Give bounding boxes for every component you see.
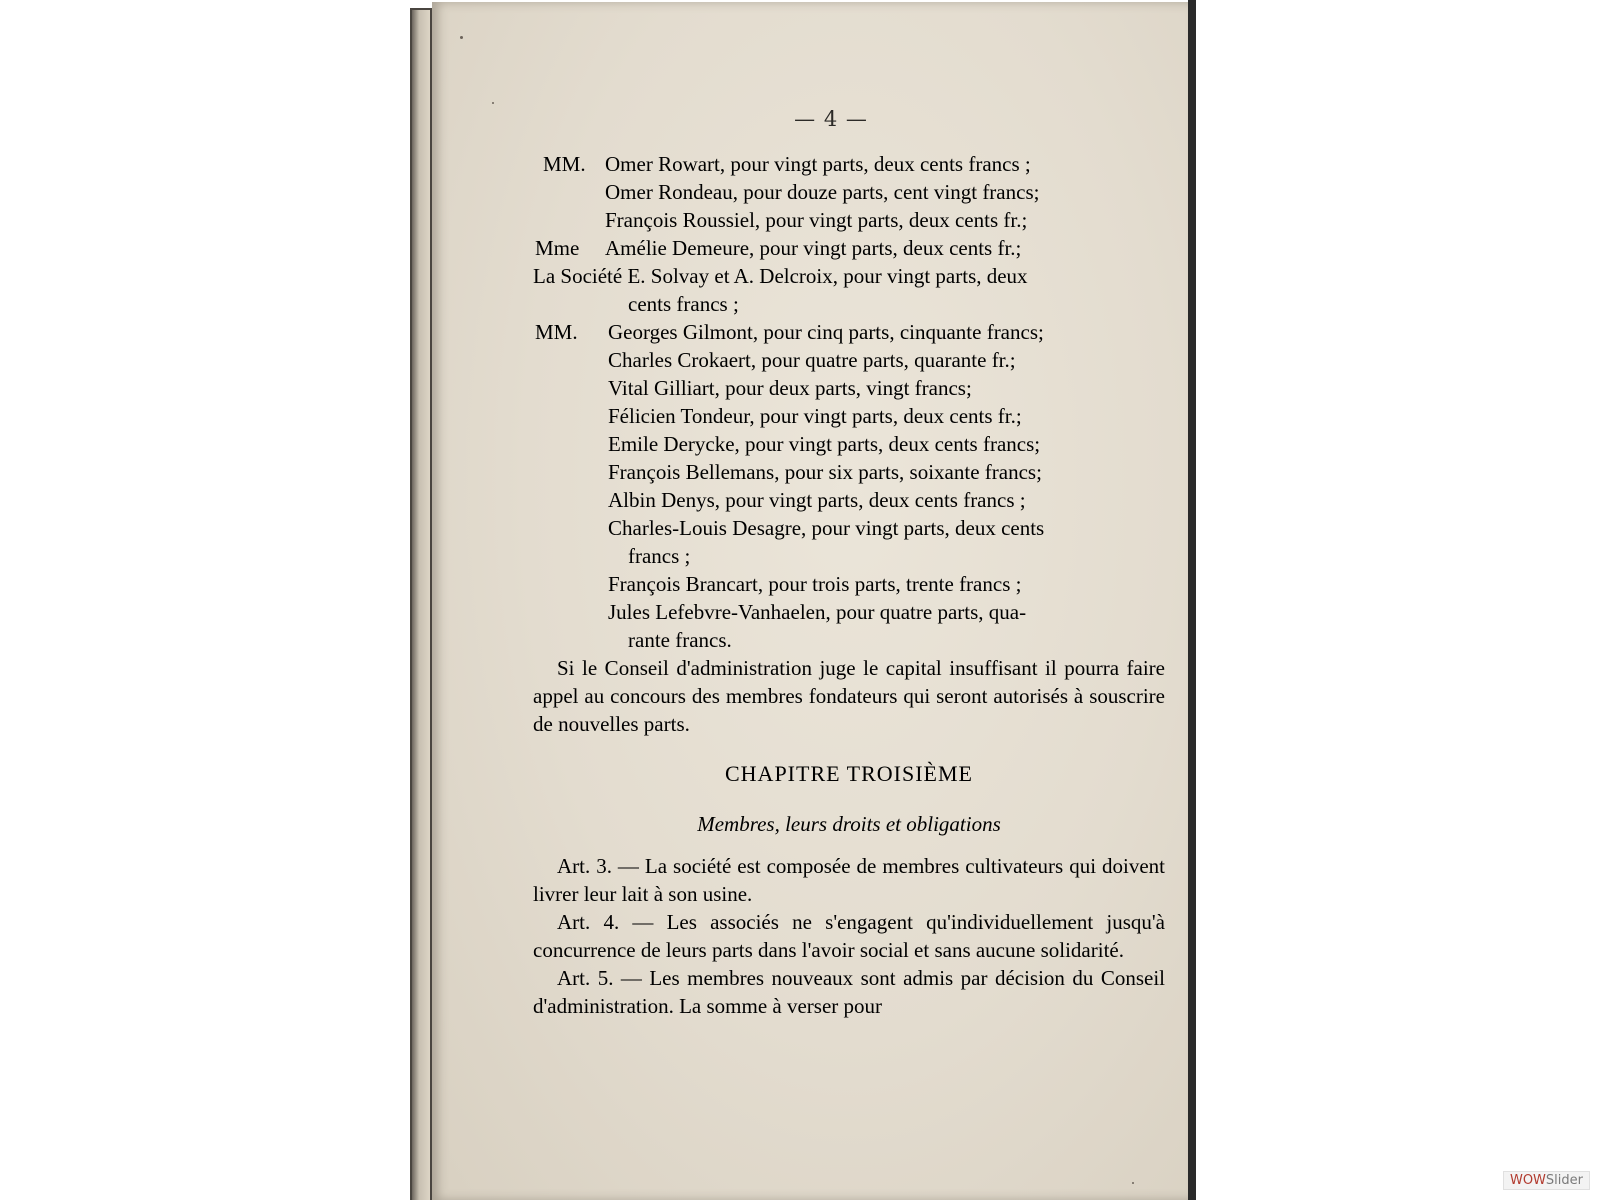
subscriber-line: Félicien Tondeur, pour vingt parts, deux cents fr.; bbox=[608, 404, 1022, 428]
subscriber-line: Charles-Louis Desagre, pour vingt parts, deux cents bbox=[608, 516, 1045, 540]
title-prefix: MM. bbox=[543, 152, 586, 176]
subscriber-line: MM. Omer Rowart, pour vingt parts, deux cents francs ; bbox=[543, 152, 1031, 176]
subscriber-line-cont: rante francs. bbox=[628, 628, 732, 652]
subscriber-line: Albin Denys, pour vingt parts, deux cents francs ; bbox=[608, 488, 1026, 512]
chapter-title: CHAPITRE TROISIÈME bbox=[725, 761, 973, 786]
article-3: Art. 3. — La société est composée de membres cultivateurs qui doivent livrer leur lait à son usine. bbox=[533, 854, 1165, 906]
subscriber-line: Mme Amélie Demeure, pour vingt parts, deux cents fr.; bbox=[535, 236, 1022, 260]
company-line-cont: cents francs ; bbox=[628, 292, 739, 316]
paper-speck bbox=[460, 36, 463, 39]
page-text bbox=[533, 150, 1165, 1020]
subscriber-line: Charles Crokaert, pour quatre parts, quarante fr.; bbox=[608, 348, 1016, 372]
subscriber-line: Omer Rondeau, pour douze parts, cent vingt francs; bbox=[605, 180, 1040, 204]
subscriber-line: Emile Derycke, pour vingt parts, deux cents francs; bbox=[608, 432, 1041, 456]
subscriber-line-cont: francs ; bbox=[628, 544, 691, 568]
capital-paragraph: Si le Conseil d'administration juge le capital insuffisant il pourra faire appel au concours des membres fondateurs qui seront autorisés à souscrire de nouvelles parts. bbox=[533, 656, 1165, 736]
title-prefix: MM. bbox=[535, 320, 578, 344]
watermark-logo: WOWSlider bbox=[1503, 1171, 1590, 1190]
paper-speck bbox=[1132, 1182, 1134, 1184]
subscriber-line: Vital Gilliart, pour deux parts, vingt francs; bbox=[608, 376, 972, 400]
subscriber-line: François Bellemans, pour six parts, soixante francs; bbox=[608, 460, 1042, 484]
page-edge bbox=[1188, 0, 1196, 1200]
subscriber-line: François Brancart, pour trois parts, trente francs ; bbox=[608, 572, 1022, 596]
page-number: — 4 — bbox=[794, 107, 868, 131]
chapter-subtitle: Membres, leurs droits et obligations bbox=[697, 812, 1001, 836]
article-5: Art. 5. — Les membres nouveaux sont admis par décision du Conseil d'administration. La somme à verser pour bbox=[533, 966, 1165, 1018]
page-spine bbox=[412, 10, 430, 1200]
paper-speck bbox=[492, 102, 494, 104]
article-4: Art. 4. — Les associés ne s'engagent qu'individuellement jusqu'à concurrence de leurs parts dans l'avoir social et sans aucune solidarité. bbox=[533, 910, 1165, 962]
subscriber-line: Jules Lefebvre-Vanhaelen, pour quatre parts, qua- bbox=[608, 600, 1027, 624]
subscriber-line: François Roussiel, pour vingt parts, deux cents fr.; bbox=[605, 208, 1028, 232]
company-line: La Société E. Solvay et A. Delcroix, pour vingt parts, deux bbox=[533, 264, 1028, 288]
subscriber-line: MM. Georges Gilmont, pour cinq parts, cinquante francs; bbox=[535, 320, 1044, 344]
title-prefix: Mme bbox=[535, 236, 580, 260]
